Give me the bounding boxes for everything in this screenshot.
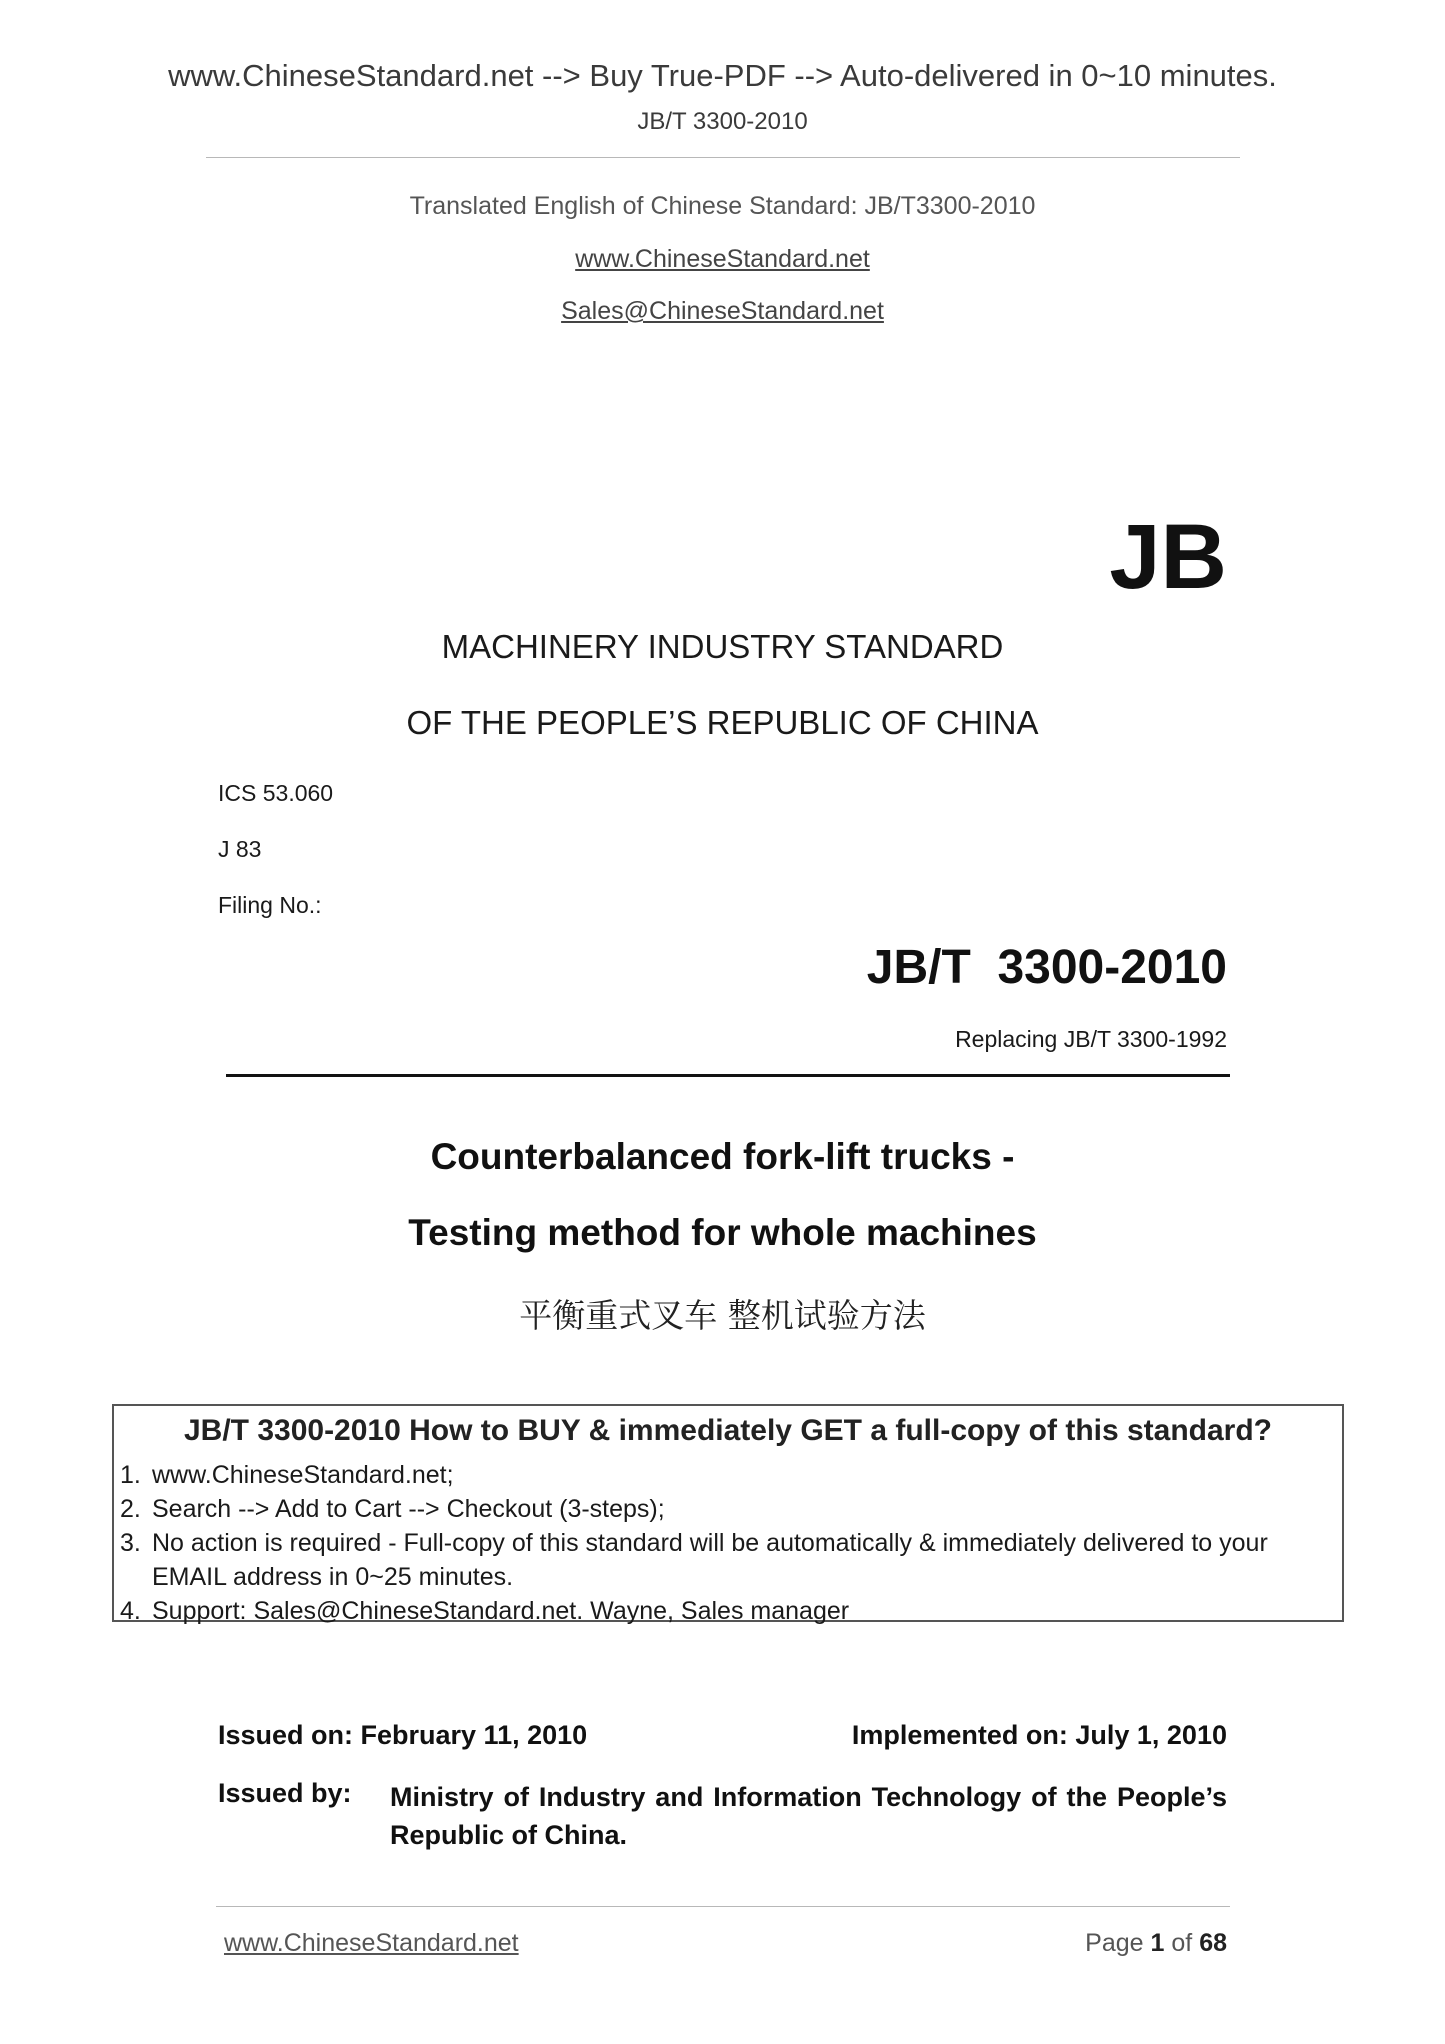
page-number: 1 [1150,1929,1165,1957]
step-text: No action is required - Full-copy of this standard will be automatically & immediately delivered to your EMAIL address in 0~25 minutes. [152,1529,1268,1591]
jb-mark: JB [1109,506,1227,608]
step-text: Support: Sales@ChineseStandard.net. Wayne, Sales manager [152,1597,850,1625]
chinese-title: 平衡重式叉车 整机试验方法 [519,1296,926,1335]
cover-divider [226,1074,1230,1077]
implemented-on-date: Implemented on: July 1, 2010 [851,1720,1227,1750]
buy-step [114,1594,1342,1628]
title-line2: Testing method for whole machines [408,1212,1037,1253]
classification-code: J 83 [218,836,262,862]
translated-notice: Translated English of Chinese Standard: JB/T3300-2010 [409,192,1036,220]
page-total: 68 [1199,1929,1227,1957]
header-divider [206,157,1240,158]
page-label: Page [1085,1929,1144,1957]
footer-website-link[interactable]: www.ChineseStandard.net [224,1929,519,1957]
buy-step [114,1526,1342,1594]
step-number: 2. [120,1495,141,1523]
title-line1: Counterbalanced fork-lift trucks - [430,1136,1015,1177]
standard-type-line1: MACHINERY INDUSTRY STANDARD [441,628,1004,665]
page-indicator [1085,1929,1227,1958]
buy-step [114,1458,1342,1492]
step-number: 4. [120,1597,141,1625]
footer-divider [216,1906,1230,1907]
issuing-authority: Ministry of Industry and Information Technology of the People’s Republic of China. [390,1782,1227,1850]
top-banner: www.ChineseStandard.net --> Buy True-PDF --> Auto-delivered in 0~10 minutes. [168,58,1277,93]
email-link[interactable]: Sales@ChineseStandard.net [561,297,884,325]
website-link[interactable]: www.ChineseStandard.net [575,245,870,273]
step-number: 3. [120,1529,141,1557]
header-doc-number: JB/T 3300-2010 [637,108,808,135]
filing-number: Filing No.: [218,892,322,918]
step-text: Search --> Add to Cart --> Checkout (3-steps); [152,1495,665,1523]
of-label: of [1171,1929,1193,1957]
issued-by-label: Issued by: [218,1778,352,1808]
issued-on-date: Issued on: February 11, 2010 [218,1720,588,1750]
buy-step [114,1492,1342,1526]
step-text: www.ChineseStandard.net; [152,1461,454,1489]
buy-box-title: JB/T 3300-2010 How to BUY & immediately GET a full-copy of this standard? [183,1414,1273,1447]
document-number: JB/T 3300-2010 [866,941,1227,994]
buy-instructions-box [112,1404,1344,1625]
ics-code: ICS 53.060 [218,780,334,806]
step-number: 1. [120,1461,141,1489]
buy-steps-list [114,1458,1342,1628]
replacing-note: Replacing JB/T 3300-1992 [955,1026,1227,1052]
standard-type-line2: OF THE PEOPLE’S REPUBLIC OF CHINA [406,704,1039,741]
